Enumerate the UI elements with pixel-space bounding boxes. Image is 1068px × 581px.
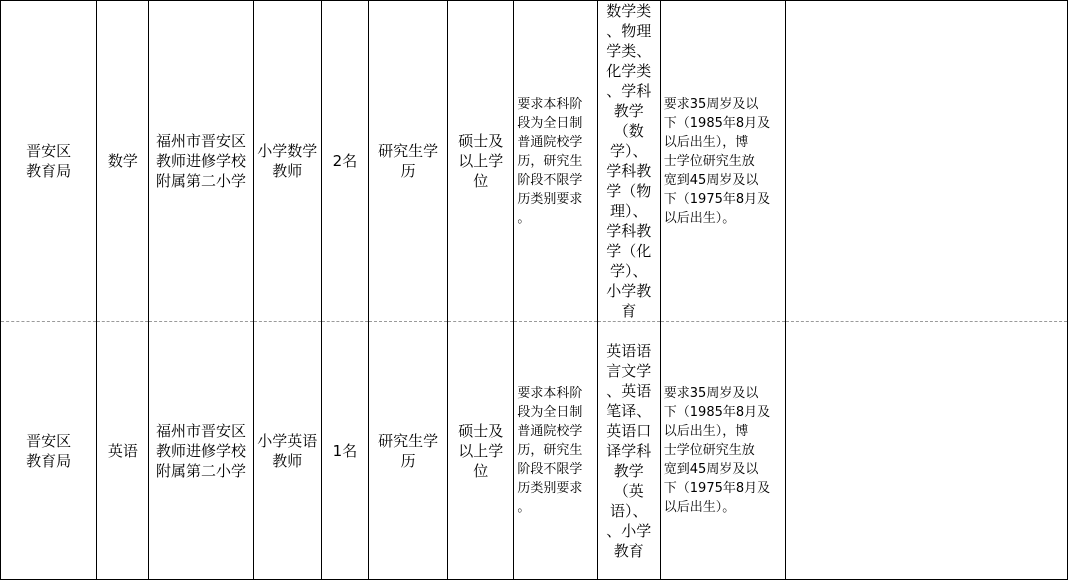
remark-cell (786, 1, 1068, 322)
count-cell: 1名 (321, 322, 368, 580)
education-cell: 研究生学 历 (369, 322, 448, 580)
remark-cell (786, 322, 1068, 580)
degree-cell: 硕士及 以上学 位 (448, 322, 514, 580)
age-requirement-cell: 要求35周岁及以 下（1985年8月及 以后出生），博 士学位研究生放 宽到45周岁及以 下（1975年8月及 以后出生）。 (660, 322, 785, 580)
edu-requirement-cell: 要求本科阶 段为全日制 普通院校学 历，研究生 阶段不限学 历类别要求 。 (514, 322, 597, 580)
subject-cell: 英语 (97, 322, 149, 580)
school-cell: 福州市晋安区 教师进修学校 附属第二小学 (149, 322, 253, 580)
degree-cell: 硕士及 以上学 位 (448, 1, 514, 322)
age-requirement-cell: 要求35周岁及以 下（1985年8月及 以后出生），博 士学位研究生放 宽到45周岁及以 下（1975年8月及 以后出生）。 (660, 1, 785, 322)
count-cell: 2名 (321, 1, 368, 322)
unit-cell: 晋安区 教育局 (1, 322, 97, 580)
edu-requirement-cell: 要求本科阶 段为全日制 普通院校学 历，研究生 阶段不限学 历类别要求 。 (514, 1, 597, 322)
position-cell: 小学英语 教师 (253, 322, 321, 580)
school-cell: 福州市晋安区 教师进修学校 附属第二小学 (149, 1, 253, 322)
education-cell: 研究生学 历 (369, 1, 448, 322)
unit-cell: 晋安区 教育局 (1, 1, 97, 322)
major-cell: 英语语 言文学 、英语 笔译、 英语口 译学科 教学 （英 语）、 、小学 教育 (597, 322, 660, 580)
table-row (1, 322, 1068, 580)
major-cell: 数学类 、物理 学类、 化学类 、学科 教学 （数 学）、 学科教 学（物 理）、 学科教 学（化 学）、 小学教 育 (597, 1, 660, 322)
table-row (1, 1, 1068, 322)
position-cell: 小学数学 教师 (253, 1, 321, 322)
subject-cell: 数学 (97, 1, 149, 322)
